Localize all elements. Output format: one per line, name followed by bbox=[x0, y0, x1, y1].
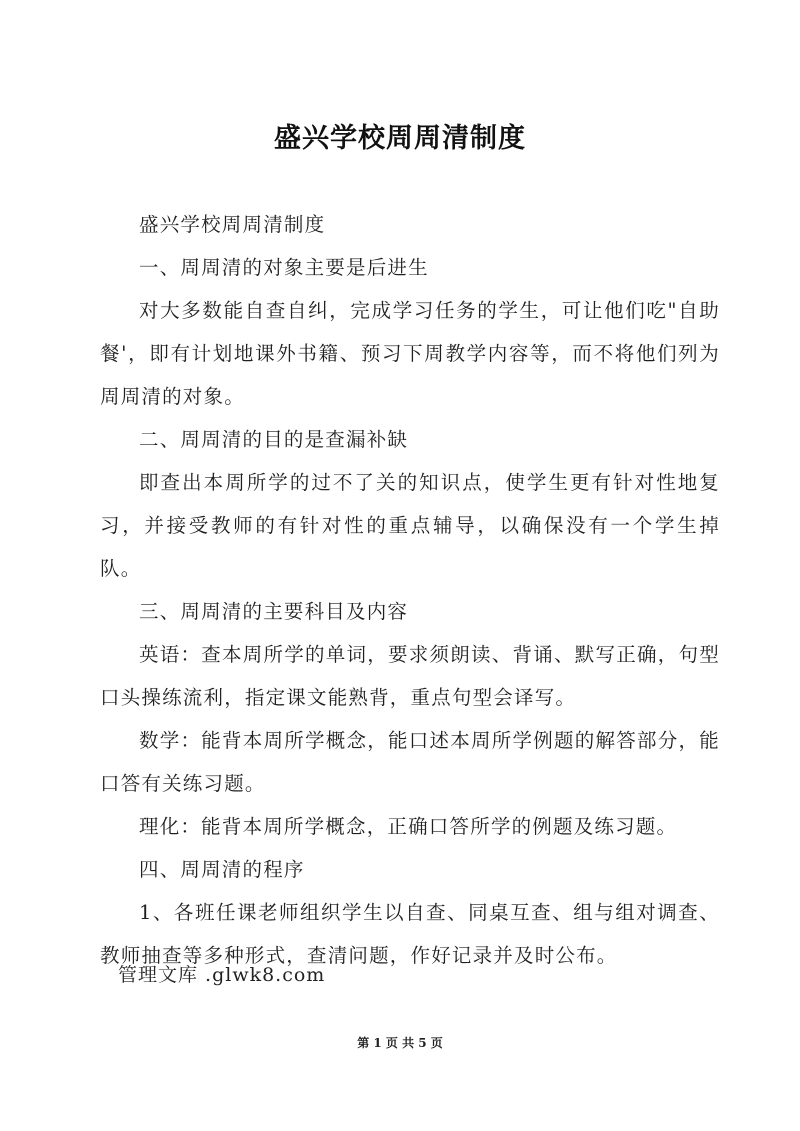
document-title: 盛兴学校周周清制度 bbox=[274, 123, 526, 154]
paragraph-procedure-1: 1、各班任课老师组织学生以自查、同桌互查、组与组对调查、教师抽查等多种形式，查清问题，作好记录并及时公布。 bbox=[100, 901, 720, 967]
paragraph-english: 英语：查本周所学的单词，要求须朗读、背诵、默写正确，句型口头操练流利，指定课文能熟背，重点句型会译写。 bbox=[100, 643, 720, 709]
paragraph-section-2: 即查出本周所学的过不了关的知识点，使学生更有针对性地复习，并接受教师的有针对性的重点辅导，以确保没有一个学生掉队。 bbox=[100, 471, 720, 580]
paragraph-science: 理化：能背本周所学概念，正确口答所学的例题及练习题。 bbox=[139, 815, 678, 838]
page-number-footer: 第 1 页 共 5 页 bbox=[357, 1036, 443, 1050]
section-heading-4: 四、周周清的程序 bbox=[139, 858, 305, 881]
paragraph-doc-name: 盛兴学校周周清制度 bbox=[139, 213, 326, 236]
paragraph-section-1: 对大多数能自查自纠，完成学习任务的学生，可让他们吃"自助餐'，即有计划地课外书籍、预习下周教学内容等，而不将他们列为周周清的对象。 bbox=[100, 299, 720, 408]
section-heading-2: 二、周周清的目的是查漏补缺 bbox=[139, 428, 409, 451]
paragraph-math: 数学：能背本周所学概念，能口述本周所学例题的解答部分，能口答有关练习题。 bbox=[100, 729, 720, 795]
section-heading-1: 一、周周清的对象主要是后进生 bbox=[139, 256, 429, 279]
document-body bbox=[100, 203, 720, 977]
section-heading-3: 三、周周清的主要科目及内容 bbox=[139, 600, 409, 623]
watermark-text: 管理文库 .glwk8.com bbox=[118, 964, 326, 986]
